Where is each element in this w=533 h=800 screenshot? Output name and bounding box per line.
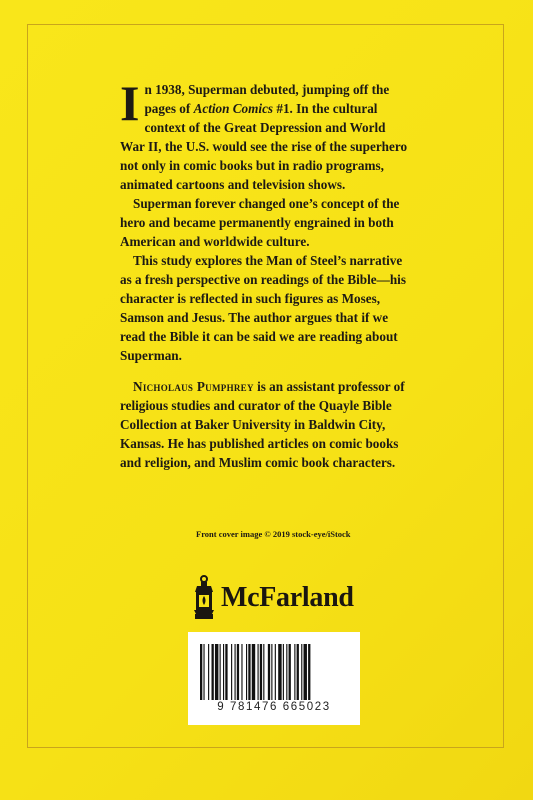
isbn-number: 9 781476 665023 [217, 701, 331, 713]
barcode-bar [246, 644, 247, 700]
barcode-bar [252, 644, 255, 700]
barcode-bar [297, 644, 299, 700]
barcode-bar [203, 644, 204, 700]
barcode-bar [263, 644, 264, 700]
barcode-bar [225, 644, 227, 700]
barcode-bar [248, 644, 250, 700]
publisher-name: McFarland [221, 582, 354, 613]
barcode-bar [271, 644, 272, 700]
barcode-bar [200, 644, 202, 700]
barcode-bar [258, 644, 259, 700]
barcode-bars [200, 644, 348, 700]
drop-cap: I [120, 75, 140, 131]
barcode [188, 632, 360, 725]
barcode-bar [286, 644, 287, 700]
barcode-bar [237, 644, 239, 700]
barcode-bar [275, 644, 276, 700]
barcode-bar [241, 644, 242, 700]
barcode-bar [215, 644, 218, 700]
barcode-bar [212, 644, 214, 700]
barcode-bar [231, 644, 232, 700]
lamp-logo-icon [193, 575, 215, 621]
image-credit: Front cover image © 2019 stock-eye/iStock [196, 529, 351, 539]
barcode-bar [308, 644, 310, 700]
barcode-bar [268, 644, 270, 700]
barcode-bar [301, 644, 302, 700]
barcode-bar [283, 644, 284, 700]
barcode-bar [223, 644, 224, 700]
barcode-bar [289, 644, 291, 700]
blurb-paragraph-2: Superman forever changed one’s concept of the hero and became permanently engrained in both American and worldwide culture. [120, 196, 400, 249]
blurb-paragraph-1: In 1938, Superman debuted, jumping off the pages of Action Comics #1. In the cultural context of the Great Depression and World War II, the U.S. would see the rise of the superhero not only in comic books but in radio programs, animated cartoons and television shows. [120, 75, 408, 192]
barcode-bar [260, 644, 262, 700]
barcode-bar [208, 644, 209, 700]
author-name: Nicholaus Pumphrey [133, 379, 254, 394]
publisher-logo [193, 574, 354, 622]
barcode-bar [304, 644, 307, 700]
barcode-bar [294, 644, 295, 700]
barcode-bar [235, 644, 236, 700]
barcode-bar [220, 644, 221, 700]
blurb-text [120, 75, 410, 472]
barcode-bar [278, 644, 281, 700]
blurb-paragraph-3: This study explores the Man of Steel’s narrative as a fresh perspective on readings of the Bible—his character is reflected in such figures as Moses, Samson and Jesus. The author argues that if we read the Bible it can be said we are reading about Superman. [120, 253, 406, 363]
author-bio: Nicholaus Pumphrey is an assistant professor of religious studies and curator of the Quayle Bible Collection at Baker University in Baldwin City, Kansas. He has published articles on comic books and religion, and Muslim comic book characters. [120, 379, 405, 470]
